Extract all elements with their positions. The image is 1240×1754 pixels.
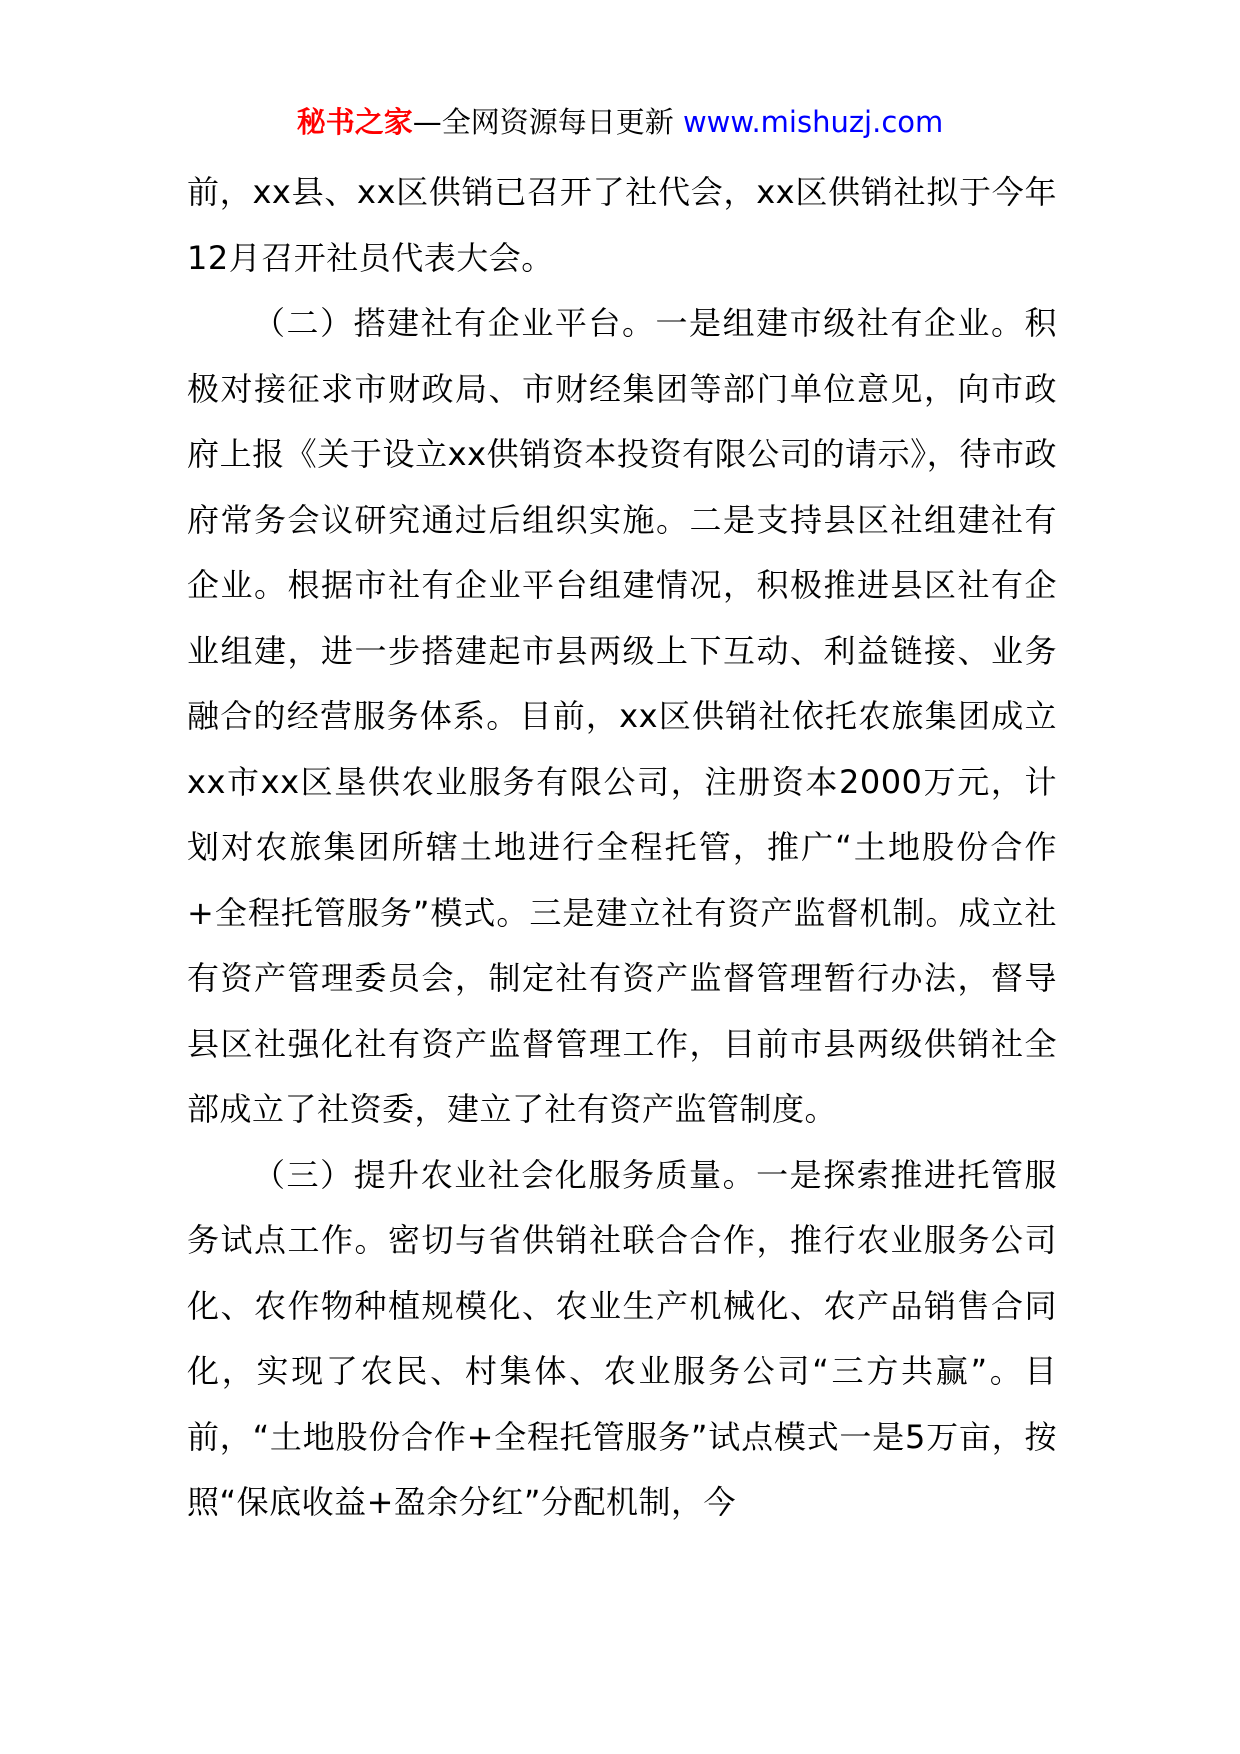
paragraph-continued: 前，xx县、xx区供销已召开了社代会，xx区供销社拟于今年12月召开社员代表大会。 xyxy=(187,173,1057,277)
site-header xyxy=(0,100,1240,144)
site-url-link[interactable]: www.mishuzj.com xyxy=(682,105,944,139)
document-body xyxy=(187,160,1057,1536)
paragraph-section-2: （二）搭建社有企业平台。一是组建市级社有企业。积极对接征求市财政局、市财经集团等部门单位意见，向市政府上报《关于设立xx供销资本投资有限公司的请示》，待市政府常务会议研究通过后组织实施。二是支持县区社组建社有企业。根据市社有企业平台组建情况，积极推进县区社有企业组建，进一步搭建起市县两级上下互动、利益链接、业务融合的经营服务体系。目前，xx区供销社依托农旅集团成立xx市xx区垦供农业服务有限公司，注册资本2000万元，计划对农旅集团所辖土地进行全程托管，推广“土地股份合作+全程托管服务”模式。三是建立社有资产监督机制。成立社有资产管理委员会，制定社有资产监督管理暂行办法，督导县区社强化社有资产监督管理工作，目前市县两级供销社全部成立了社资委，建立了社有资产监管制度。 xyxy=(187,304,1057,1128)
paragraph-section-3: （三）提升农业社会化服务质量。一是探索推进托管服务试点工作。密切与省供销社联合合作，推行农业服务公司化、农作物种植规模化、农业生产机械化、农产品销售合同化，实现了农民、村集体、农业服务公司“三方共赢”。目前，“土地股份合作+全程托管服务”试点模式一是5万亩，按照“保底收益+盈余分红”分配机制，今 xyxy=(187,1155,1057,1521)
site-tagline: —全网资源每日更新 xyxy=(412,105,674,139)
site-brand: 秘书之家 xyxy=(296,105,413,139)
